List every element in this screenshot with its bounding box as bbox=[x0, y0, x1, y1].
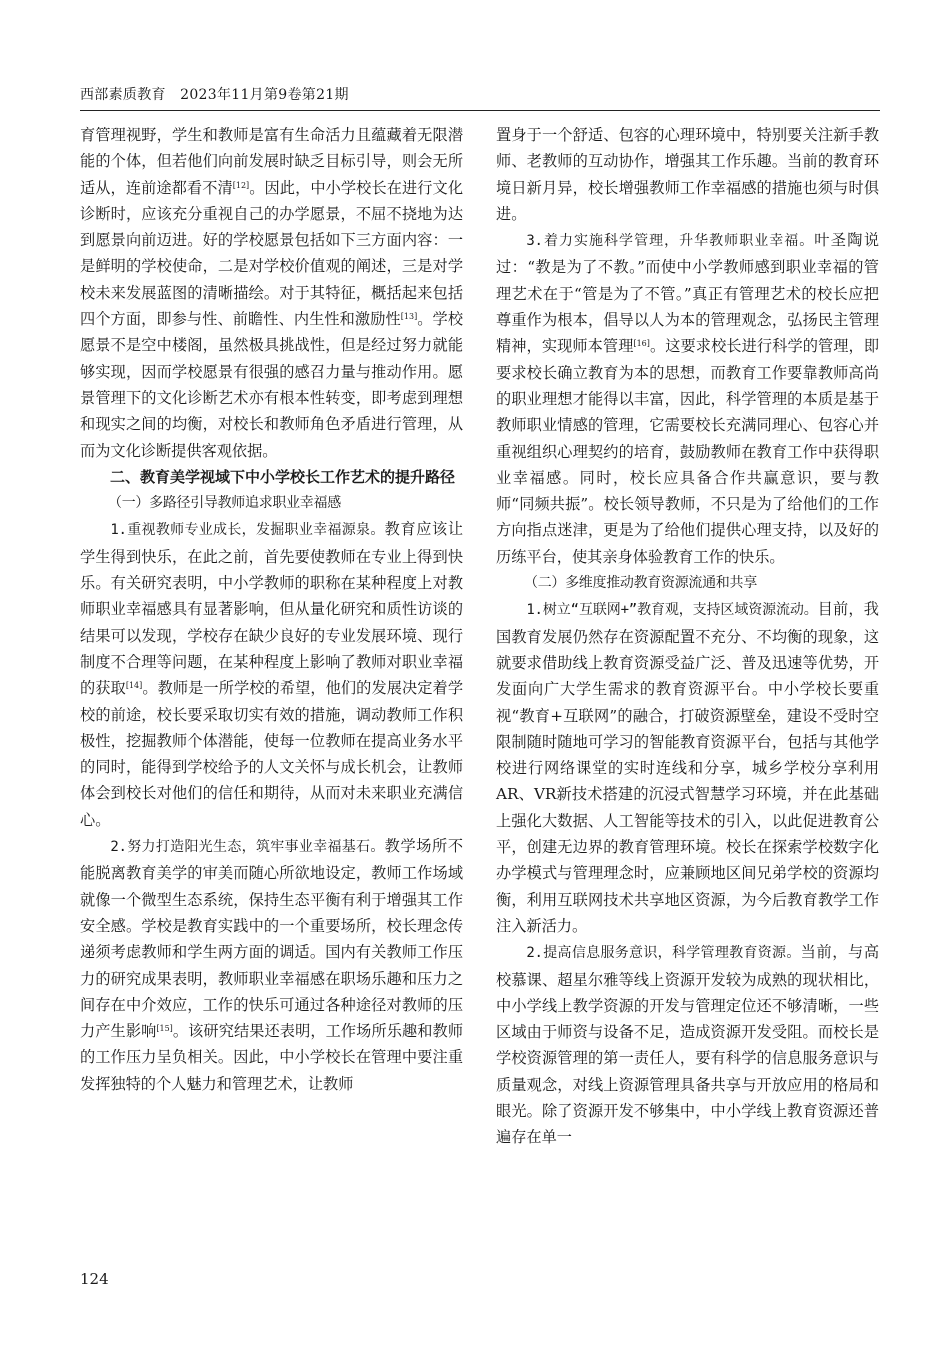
paragraph-vision: 育管理视野，学生和教师是富有生命活力且蕴藏着无限潜能的个体，但若他们向前发展时缺乏目标引导，则会无所适从，连前途都看不清[12]。因此，中小学校长在进行文化诊断时，应该充分重视自己的办学愿景，不屈不挠地为达到愿景向前迈进。好的学校愿景包括如下三方面内容：一是鲜明的学校使命，二是对学校价值观的阐述，三是对学校未来发展蓝图的清晰描绘。对于其特征，概括起来包括四个方面，即参与性、前瞻性、内生性和激励性[13]。学校愿景不是空中楼阁，虽然极具挑战性，但是经过努力就能够实现，因而学校愿景有很强的感召力量与推动作用。愿景管理下的文化诊断艺术亦有根本性转变，即考虑到理想和现实之间的均衡，对校长和教师角色矛盾进行管理，从而为文化诊断提供客观依据。 bbox=[80, 126, 464, 460]
section-heading-2: 二、教育美学视域下中小学校长工作艺术的提升路径 bbox=[110, 467, 456, 486]
citation-14: [14] bbox=[125, 681, 143, 691]
subsection-heading-2: （二）多维度推动教育资源流通和共享 bbox=[524, 575, 757, 592]
citation-15: [15] bbox=[156, 1024, 173, 1034]
running-header bbox=[80, 84, 349, 104]
item-1-lead: 1.重视教师专业成长，发掘职业幸福源泉。 bbox=[110, 522, 385, 539]
item-3-lead: 3.着力实施科学管理，升华教师职业幸福。 bbox=[526, 233, 815, 250]
journal-name: 西部素质教育 bbox=[80, 87, 166, 103]
citation-13: [13] bbox=[400, 312, 418, 322]
item-2-lead: 2.努力打造阳光生态，筑牢事业幸福基石。 bbox=[110, 839, 385, 856]
paragraph-item-1: 1.重视教师专业成长，发掘职业幸福源泉。教育应该让学生得到快乐，在此之前，首先要使教师在专业上得到快乐。有关研究表明，中小学教师的职称在某种程度上对教师职业幸福感具有显著影响，但从量化研究和质性访谈的结果可以发现，学校存在缺少良好的专业发展环境、现行制度不合理等问题，在某种程度上影响了教师对职业幸福的获取[14]。教师是一所学校的希望，他们的发展决定着学校的前途，校长要采取切实有效的措施，调动教师工作积极性，挖掘教师个体潜能，使每一位教师在提高业务水平的同时，能得到学校给予的人文关怀与成长机会，让教师体会到校长对他们的信任和期待，从而对未来职业充满信心。 bbox=[80, 520, 464, 829]
paragraph-item-2: 2.努力打造阳光生态，筑牢事业幸福基石。教学场所不能脱离教育美学的审美而随心所欲地设定，教师工作场域就像一个微型生态系统，保持生态平衡有利于增强其工作安全感。学校是教育实践中的一个重要场所，校长理念传递须考虑教师和学生两方面的调适。国内有关教师工作压力的研究成果表明，教师职业幸福感在职场乐趣和压力之间存在中介效应，工作的快乐可通过各种途径对教师的压力产生影响[15]。该研究结果还表明，工作场所乐趣和教师的工作压力呈负相关。因此，中小学校长在管理中要注重发挥独特的个人魅力和管理艺术，让教师 bbox=[80, 837, 464, 1093]
subsection-heading-1: （一）多路径引导教师追求职业幸福感 bbox=[108, 495, 341, 512]
issue-info: 2023年11月第9卷第21期 bbox=[180, 87, 349, 103]
paragraph-item-3: 3.着力实施科学管理，升华教师职业幸福。叶圣陶说过：“教是为了不教。”而使中小学教师感到职业幸福的管理艺术在于“管是为了不管。”真正有管理艺术的校长应把尊重作为根本，倡导以人为本的管理观念，弘扬民主管理精神，实现师本管理[16]。这要求校长进行科学的管理，即要求校长确立教育为本的思想，而教育工作要靠教师高尚的职业理想才能得以丰富，因此，科学管理的本质是基于教师职业情感的管理，它需要校长充满同理心、包容心并重视组织心理契约的培育，鼓励教师在教育工作中获得职业幸福感。同时，校长应具备合作共赢意识，要与教师“同频共振”。校长领导教师，不只是为了给他们的工作方向指点迷津，更是为了给他们提供心理支持，以及好的历练平台，使其亲身体验教育工作的快乐。 bbox=[496, 231, 880, 566]
citation-16: [16] bbox=[633, 339, 650, 349]
item-4-lead: 1.树立“互联网+”教育观，支持区域资源流动。 bbox=[526, 602, 818, 619]
right-column bbox=[496, 122, 879, 1151]
header-rule bbox=[80, 110, 880, 111]
paragraph-item-5: 2.提高信息服务意识，科学管理教育资源。当前，与高校慕课、超星尔雅等线上资源开发较为成熟的现状相比，中小学线上教学资源的开发与管理定位还不够清晰，一些区域由于师资与设备不足，造成资源开发受阻。而校长是学校资源管理的第一责任人，要有科学的信息服务意识与质量观念，对线上资源管理具备共享与开放应用的格局和眼光。除了资源开发不够集中，中小学线上教育资源还普遍存在单一 bbox=[496, 943, 880, 1147]
page-number: 124 bbox=[80, 1270, 109, 1288]
left-column bbox=[80, 122, 463, 1097]
item-5-lead: 2.提高信息服务意识，科学管理教育资源。 bbox=[526, 945, 801, 962]
paragraph-item-4: 1.树立“互联网+”教育观，支持区域资源流动。目前，我国教育发展仍然存在资源配置不充分、不均衡的现象，这就要求借助线上教育资源受益广泛、普及迅速等优势，开发面向广大学生需求的教育资源平台。中小学校长要重视“教育+互联网”的融合，打破资源壁垒，建设不受时空限制随时随地可学习的智能教育资源平台，包括与其他学校进行网络课堂的实时连线和分享，城乡学校分享利用AR、VR新技术搭建的沉浸式智慧学习环境，并在此基础上强化大数据、人工智能等技术的引入，以此促进教育公平，创建无边界的教育管理环境。校长在探索学校数字化办学模式与管理理念时，应兼顾地区间兄弟学校的资源均衡，利用互联网技术共享地区资源，为今后教育教学工作注入新活力。 bbox=[496, 600, 879, 935]
citation-12: [12] bbox=[232, 180, 250, 190]
paragraph-continued: 置身于一个舒适、包容的心理环境中，特别要关注新手教师、老教师的互动协作，增强其工作乐趣。当前的教育环境日新月异，校长增强教师工作幸福感的措施也须与时俱进。 bbox=[496, 126, 879, 223]
